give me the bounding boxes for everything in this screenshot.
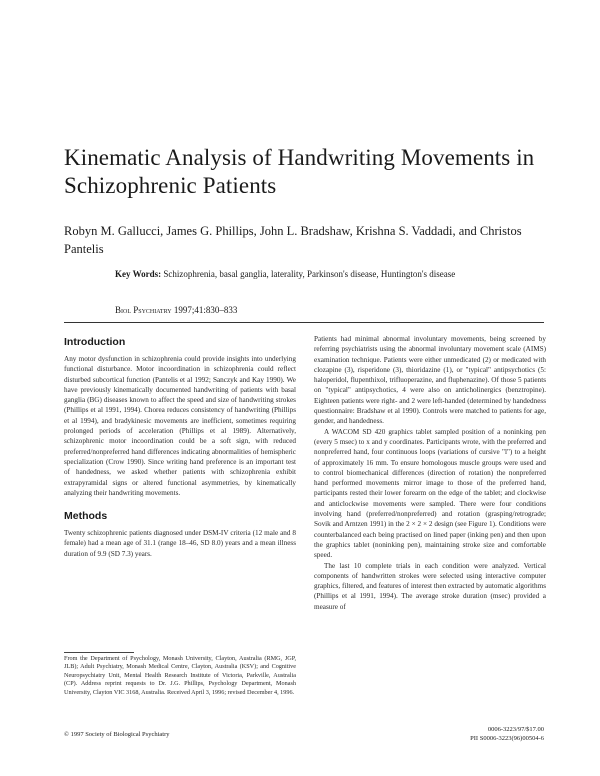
issn-footer: [444, 726, 544, 743]
methods-text: Twenty schizophrenic patients diagnosed under DSM-IV criteria (12 male and 8 female) had a mean age of 31.1 (range 18–46, SD 8.0) years and a mean illness duration of 9.9 (SD 7.3) years.: [64, 529, 296, 558]
pii-code: PII S0006-3223(96)00504-6: [470, 734, 544, 742]
left-column: [64, 336, 296, 559]
affiliation-footnote: From the Department of Psychology, Monash University, Clayton, Australia (RMG, JGP, JLB); Adult Psychiatry, Monash Medical Centre, Clayton, Australia (KSV); and Cognitive Neuropsychiatry Unit, Mental Health Research Institute of Victoria, Parkville, Australia (CP). Address reprint requests to Dr. J.G. Phillips, Psychology Department, Monash University, Clayton VIC 3168, Australia. Received April 3, 1996; revised December 4, 1996.: [64, 655, 296, 696]
introduction-text: Any motor dysfunction in schizophrenia could provide insights into underlying functional disturbance. Motor incoordination in schizophrenia could reflect disturbed subcortical function (Pantelis et al 1992; Sanczyk and Kay 1990). We have previously kinematically documented handwriting of patients with basal ganglia (BG) diseases known to affect the speed and size of handwriting strokes (Phillips et al 1991, 1994). Chorea reduces consistency of handwriting (Phillips et al 1994), and bradykinesic movements are inefficient, sometimes requiring prolonged periods of acceleration (Phillips et al 1989). Alternatively, schizophrenic motor incoordination could be a soft sign, with reduced preferred/nonpreferred hand differences indicating abnormalities of hemispheric specialization (Crow 1990). Since writing hand preference is an important test of handedness, we asked whether patients with schizophrenia exhibit extrapyramidal signs or altered functional asymmetries, by kinematically analyzing their handwriting movements.: [64, 355, 296, 497]
keywords: [115, 268, 515, 280]
header-divider: [64, 322, 544, 323]
keywords-label: Key Words:: [115, 269, 162, 279]
author-list: Robyn M. Gallucci, James G. Phillips, John L. Bradshaw, Krishna S. Vaddadi, and Christos Pantelis: [64, 224, 522, 256]
issn-price: 0006-3223/97/$17.00: [487, 726, 544, 733]
right-column: [314, 334, 546, 612]
citation-ref: 1997;41:830–833: [173, 305, 238, 315]
introduction-heading: Introduction: [64, 336, 126, 348]
methods-heading: Methods: [64, 510, 108, 523]
copyright-footer: © 1997 Society of Biological Psychiatry: [64, 731, 170, 738]
patients-paragraph: Patients had minimal abnormal involuntary movements, being screened by referring psychiatrists using the abnormal involuntary movement scale (AIMS) examination technique. Patients were either unmedicated (2) or medicated with clozapine (3), risperidone (3), thioridazine (1), or "typical" antipsychotics (5: haloperidol, flupenthixol, trifluoperazine, and fluphenazine). Of those 5 patients on "typical" antipsychotics, 4 were also on anticholinergics (benztropine). Eighteen patients were right- and 2 were left-handed (determined by handedness questionnaire: Bradshaw et al 1990). Controls were matched to patients for age, gender, and handedness.: [314, 335, 546, 426]
keywords-text: Schizophrenia, basal ganglia, laterality, Parkinson's disease, Huntington's disease: [163, 269, 456, 279]
footnote-divider: [64, 652, 134, 653]
apparatus-paragraph: A WACOM SD 420 graphics tablet sampled position of a noninking pen (every 5 msec) to x and y coordinates. Participants wrote, with the preferred and nonpreferred hand, four continuous loops (variations of cursive "l") to a height of approximately 16 mm. To ensure homologous muscle groups were used and to control biomechanical differences (direction of rotation) the nonpreferred hand performed movements mirror image to those of the preferred hand, participants rested their lower forearm on the edge of the tablet; and clockwise and anticlockwise movements were sampled. There were four conditions involving hand (preferred/nonpreferred) and rotation (grasping/retrograde; Sovik and Arntzen 1991) in the 2 × 2 × 2 design (see Figure 1). Conditions were counterbalanced each being practised on lined paper (inking pen) and then upon the graphics tablet (noninking pen), maintaining stroke size and comfortable speed.: [314, 427, 546, 560]
analysis-paragraph: The last 10 complete trials in each condition were analyzed. Vertical components of handwritten strokes were selected using interactive computer graphics, filtered, and features of interest then extracted by automatic algorithms (Phillips et al 1991, 1994). The average stroke duration (msec) provided a measure of: [314, 561, 546, 611]
citation-journal: Biol Psychiatry: [115, 305, 172, 315]
paper-title: Kinematic Analysis of Handwriting Movements in Schizophrenic Patients: [64, 145, 535, 198]
journal-citation: [115, 304, 515, 316]
